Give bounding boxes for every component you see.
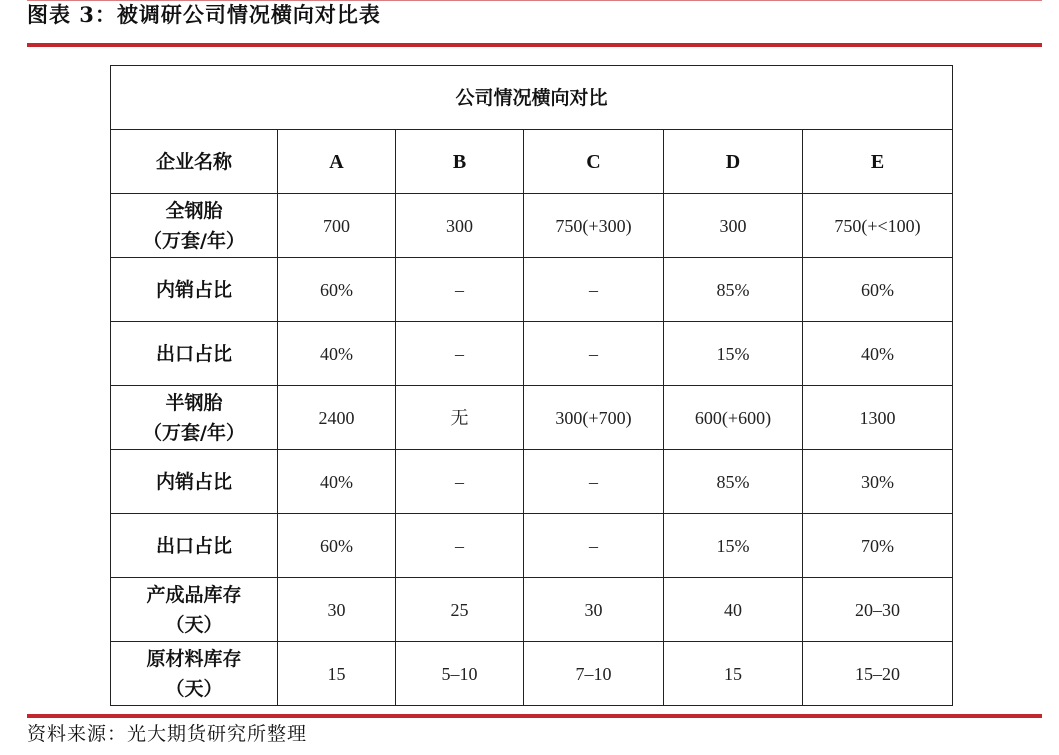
table-cell: 30 xyxy=(524,578,664,642)
table-cell: 25 xyxy=(396,578,524,642)
row-label xyxy=(111,514,278,578)
table-cell: 60% xyxy=(278,514,396,578)
row-label-line2: （万套/年） xyxy=(143,421,245,444)
table-cell: – xyxy=(396,514,524,578)
table-cell: – xyxy=(524,450,664,514)
table-cell: – xyxy=(524,514,664,578)
column-header: A xyxy=(278,130,396,194)
table-cell: 600(+600) xyxy=(664,386,803,450)
table-row xyxy=(111,194,953,258)
table-cell: 40% xyxy=(278,322,396,386)
row-label xyxy=(111,386,278,450)
table-cell: 15–20 xyxy=(803,642,953,706)
table-cell: 无 xyxy=(396,386,524,450)
row-label-line1: 出口占比 xyxy=(155,534,232,557)
table-row xyxy=(111,514,953,578)
table-cell: 700 xyxy=(278,194,396,258)
table-caption: 公司情况横向对比 xyxy=(111,66,953,130)
table-cell: – xyxy=(396,450,524,514)
row-label xyxy=(111,450,278,514)
table-cell: 750(+<100) xyxy=(803,194,953,258)
table-cell: 300 xyxy=(664,194,803,258)
table-cell: – xyxy=(396,322,524,386)
table-cell: 2400 xyxy=(278,386,396,450)
row-label-line1: 内销占比 xyxy=(155,278,232,301)
table-row xyxy=(111,386,953,450)
table-cell: 20–30 xyxy=(803,578,953,642)
figure-title: 图表 3：被调研公司情况横向对比表 xyxy=(27,2,381,27)
table-cell: 40% xyxy=(278,450,396,514)
table-cell: 750(+300) xyxy=(524,194,664,258)
header-label: 企业名称 xyxy=(111,130,278,194)
table-cell: – xyxy=(524,322,664,386)
table-cell: 15% xyxy=(664,514,803,578)
row-label-line2: （天） xyxy=(165,613,223,636)
table-cell: 60% xyxy=(803,258,953,322)
row-label-line2: （万套/年） xyxy=(143,229,245,252)
bottom-divider-rule xyxy=(27,714,1042,718)
table-cell: 15% xyxy=(664,322,803,386)
column-header: B xyxy=(396,130,524,194)
row-label xyxy=(111,258,278,322)
row-label xyxy=(111,194,278,258)
row-label-line2: （天） xyxy=(165,677,223,700)
table-cell: 300(+700) xyxy=(524,386,664,450)
table-cell: – xyxy=(524,258,664,322)
table-cell: – xyxy=(396,258,524,322)
table-cell: 85% xyxy=(664,258,803,322)
table-row xyxy=(111,578,953,642)
column-header: D xyxy=(664,130,803,194)
column-header: E xyxy=(803,130,953,194)
table-cell: 30 xyxy=(278,578,396,642)
header-row xyxy=(111,130,953,194)
row-label-line1: 原材料库存 xyxy=(146,647,242,670)
table-cell: 1300 xyxy=(803,386,953,450)
row-label-line1: 全钢胎 xyxy=(165,199,223,222)
table-cell: 5–10 xyxy=(396,642,524,706)
top-divider-rule xyxy=(27,43,1042,47)
table-cell: 7–10 xyxy=(524,642,664,706)
table-row xyxy=(111,322,953,386)
column-header: C xyxy=(524,130,664,194)
table-cell: 15 xyxy=(664,642,803,706)
table-cell: 40% xyxy=(803,322,953,386)
row-label xyxy=(111,642,278,706)
row-label xyxy=(111,322,278,386)
row-label-line1: 内销占比 xyxy=(155,470,232,493)
table-cell: 70% xyxy=(803,514,953,578)
table-row xyxy=(111,258,953,322)
row-label xyxy=(111,578,278,642)
row-label-line1: 出口占比 xyxy=(155,342,232,365)
table-cell: 30% xyxy=(803,450,953,514)
top-thin-rule xyxy=(27,0,1042,1)
row-label-line1: 半钢胎 xyxy=(165,391,223,414)
caption-row xyxy=(111,66,953,130)
table-cell: 300 xyxy=(396,194,524,258)
table-cell: 15 xyxy=(278,642,396,706)
table-cell: 60% xyxy=(278,258,396,322)
table-cell: 40 xyxy=(664,578,803,642)
table-cell: 85% xyxy=(664,450,803,514)
row-label-line1: 产成品库存 xyxy=(146,583,242,606)
table-row xyxy=(111,642,953,706)
table-row xyxy=(111,450,953,514)
comparison-table xyxy=(110,65,953,706)
source-note: 资料来源：光大期货研究所整理 xyxy=(27,723,308,745)
